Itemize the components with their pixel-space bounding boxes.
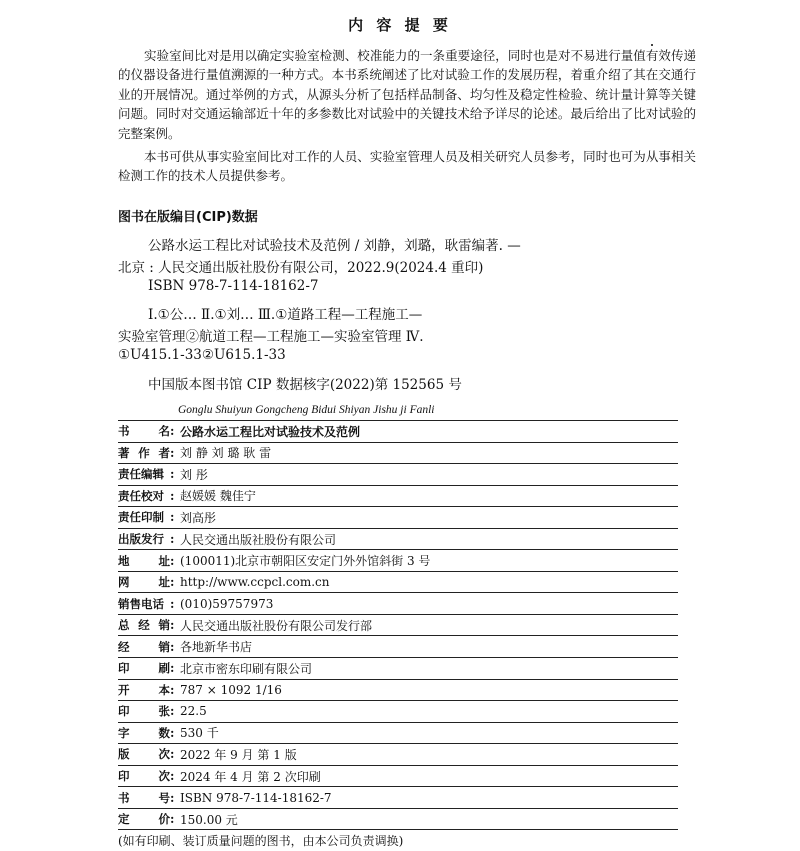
colophon-colon: : — [170, 445, 175, 460]
pinyin-title: Gonglu Shuiyun Gongcheng Bidui Shiyan Jishu ji Fanli — [178, 404, 435, 416]
colophon-value: 530 千 — [180, 726, 219, 741]
colophon-colon: : — [170, 596, 175, 611]
colophon-row — [118, 420, 678, 443]
colophon-value: 北京市密东印刷有限公司 — [180, 661, 313, 676]
colophon-label: 书 名 — [118, 424, 170, 439]
colophon-row — [118, 593, 678, 615]
colophon-value: 22.5 — [180, 704, 207, 719]
colophon-label: 印 刷 — [118, 661, 170, 676]
colophon-colon: : — [170, 661, 175, 676]
colophon-label: 版 次 — [118, 747, 170, 762]
colophon-colon: : — [170, 704, 175, 719]
colophon-label: 出版发行 — [118, 532, 164, 546]
colophon-label: 印 次 — [118, 769, 170, 784]
colophon-row — [118, 486, 678, 508]
colophon-colon: : — [170, 725, 175, 740]
page-heading: 内 容 提 要 — [348, 16, 452, 34]
colophon-row — [118, 723, 678, 745]
colophon-value: 人民交通出版社股份有限公司 — [180, 532, 337, 547]
colophon-value: 公路水运工程比对试验技术及范例 — [180, 424, 361, 439]
colophon-colon: : — [170, 639, 175, 654]
summary-paragraph-2: 本书可供从事实验室间比对工作的人员、实验室管理人员及相关研究人员参考，同时也可为从事相关检测工作的技术人员提供参考。 — [118, 149, 696, 184]
colophon-value: 赵媛媛 魏佳宁 — [180, 489, 256, 504]
colophon-label: 开 本 — [118, 682, 170, 697]
colophon-row — [118, 658, 678, 680]
colophon-label: 销售电话 — [118, 596, 164, 611]
footer-note: (如有印刷、装订质量问题的图书，由本公司负责调换) — [118, 834, 404, 849]
colophon-value: 刘 彤 — [180, 467, 208, 482]
colophon-value: 各地新华书店 — [180, 640, 253, 655]
colophon-label: 总 经 销 — [118, 618, 170, 633]
colophon-value: 2024 年 4 月 第 2 次印刷 — [180, 769, 321, 784]
colophon-colon: : — [170, 769, 175, 784]
colophon-row — [118, 701, 678, 723]
colophon-value: 人民交通出版社股份有限公司发行部 — [180, 618, 373, 633]
colophon-row — [118, 615, 678, 637]
summary-paragraph-1: 实验室间比对是用以确定实验室检测、校准能力的一条重要途径，同时也是对不易进行量值有效传递的仪器设备进行量值溯源的一种方式。本书系统阐述了比对试验工作的发展历程，着重介绍了其在交通行业的开展情况。通过举例的方式，从源头分析了包括样品制备、均匀性及稳定性检验、统计量计算等关键问题。同时对交通运输部近十年的多参数比对试验中的关键技术给予详尽的论述。最后给出了比对试验的完整案例。 — [118, 48, 696, 141]
cip-line-5: 实验室管理②航道工程—工程施工—实验室管理 Ⅳ. — [118, 329, 424, 345]
cip-line-3: ISBN 978-7-114-18162-7 — [148, 278, 319, 294]
colophon-row — [118, 507, 678, 529]
cip-line-1: 公路水运工程比对试验技术及范例 / 刘静，刘璐，耿雷编著. — — [148, 238, 521, 254]
colophon-value: http://www.ccpcl.com.cn — [180, 575, 330, 590]
cip-line-2: 北京 : 人民交通出版社股份有限公司，2022.9(2024.4 重印) — [118, 260, 484, 276]
colophon-row — [118, 809, 678, 831]
colophon-row — [118, 787, 678, 809]
summary-block — [118, 46, 696, 186]
colophon-value: 刘 静 刘 璐 耿 雷 — [180, 446, 272, 461]
colophon-row — [118, 529, 678, 551]
colophon-row — [118, 550, 678, 572]
colophon-row — [118, 572, 678, 594]
colophon-label: 著 作 者 — [118, 445, 170, 460]
colophon-value: (010)59757973 — [180, 596, 274, 611]
colophon-label: 书 号 — [118, 790, 170, 805]
colophon-colon: : — [170, 812, 175, 827]
cip-title: 图书在版编目(CIP)数据 — [118, 210, 258, 225]
colophon-colon: : — [170, 532, 175, 546]
colophon-colon: : — [170, 747, 175, 762]
colophon-value: 787 × 1092 1/16 — [180, 682, 282, 697]
colophon-row — [118, 464, 678, 486]
colophon-value: (100011)北京市朝阳区安定门外外馆斜街 3 号 — [180, 554, 431, 569]
cip-line-6: ①U415.1-33②U615.1-33 — [118, 347, 286, 363]
colophon-colon: : — [170, 488, 175, 503]
colophon-colon: : — [170, 424, 175, 439]
colophon-label: 定 价 — [118, 812, 170, 827]
colophon-colon: : — [170, 618, 175, 633]
colophon-value: 2022 年 9 月 第 1 版 — [180, 747, 297, 762]
colophon-colon: : — [170, 553, 175, 568]
colophon-colon: : — [170, 467, 175, 482]
colophon-row — [118, 636, 678, 658]
colophon-label: 字 数 — [118, 725, 170, 740]
colophon-row — [118, 744, 678, 766]
colophon-colon: : — [170, 682, 175, 697]
cip-line-4: Ⅰ.①公… Ⅱ.①刘… Ⅲ.①道路工程—工程施工— — [148, 307, 423, 323]
colophon-label: 地 址 — [118, 553, 170, 568]
colophon-value: 150.00 元 — [180, 812, 238, 827]
colophon-table — [118, 420, 678, 851]
colophon-label: 责任印制 — [118, 510, 164, 525]
colophon-label: 责任编辑 — [118, 467, 164, 482]
cip-line-7: 中国版本图书馆 CIP 数据核字(2022)第 152565 号 — [148, 377, 462, 393]
colophon-row — [118, 443, 678, 465]
colophon-label: 印 张 — [118, 704, 170, 719]
colophon-label: 网 址 — [118, 575, 170, 590]
colophon-row — [118, 766, 678, 788]
colophon-label: 经 销 — [118, 639, 170, 654]
colophon-label: 责任校对 — [118, 488, 164, 503]
colophon-colon: : — [170, 790, 175, 805]
colophon-value: 刘高彤 — [180, 510, 217, 525]
colophon-row — [118, 680, 678, 702]
colophon-colon: : — [170, 575, 175, 590]
colophon-value: ISBN 978-7-114-18162-7 — [180, 790, 332, 805]
colophon-colon: : — [170, 510, 175, 525]
